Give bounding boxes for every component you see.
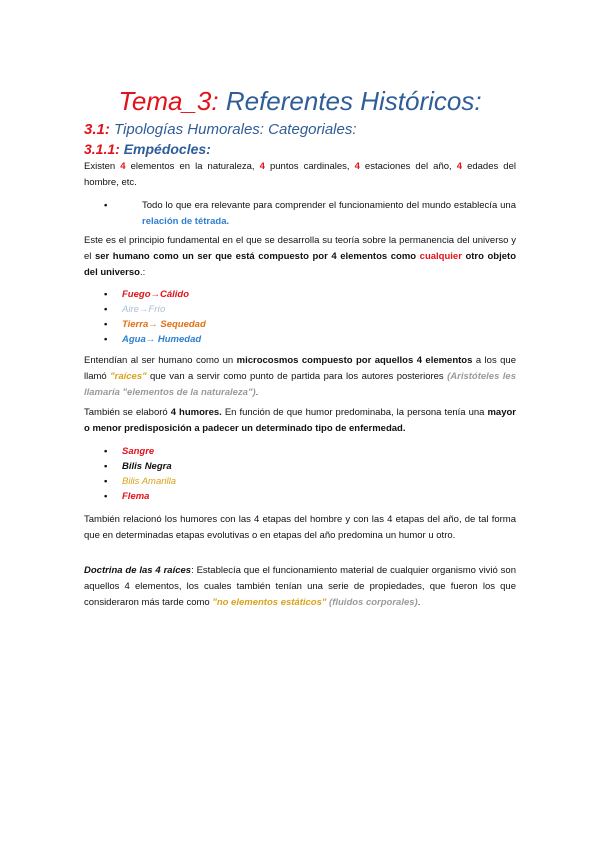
section-heading [84, 121, 357, 138]
section-number: 3.1: [84, 121, 110, 138]
paragraph-principle [84, 233, 516, 281]
doctrina-label: Doctrina de las 4 raíces [84, 565, 192, 576]
text-run: . [255, 387, 259, 398]
subsection-number: 3.1.1: [84, 141, 120, 157]
bold-run: microcosmos compuesto por aquellos 4 elementos [236, 355, 473, 366]
list-item-agua: • Agua→ Humedad [104, 332, 206, 347]
text-run: puntos cardinales, [264, 161, 355, 172]
list-item-fuego: • Fuego→Cálido [104, 287, 206, 302]
text-run: También relacionó los humores con las 4 etapas del hombre y con las 4 etapas del año, de tal forma que en determinadas etapas evolutivas o en etapas del año predomina un humor u otro. [84, 514, 516, 541]
paragraph-humores [84, 405, 516, 437]
no-elementos-highlight: "no elementos estáticos" [212, 597, 327, 608]
list-item-aire: • Aire→Frío [104, 302, 206, 317]
paragraph-microcosmos [84, 353, 516, 401]
bold-run: mayor o menor predisposición a padecer un determinado tipo de enfermedad. [84, 407, 516, 434]
text-run: También se elaboró [84, 407, 171, 418]
list-item-flema: • Flema [104, 489, 176, 504]
text-run: estaciones del año, [359, 161, 457, 172]
page-title [0, 86, 600, 116]
humors-list [104, 444, 176, 504]
number-highlight: 4 [120, 161, 126, 172]
text-run: que van a servir como punto de partida para los autores posteriores [146, 371, 448, 382]
bold-run: 4 humores. [170, 407, 222, 418]
text-run: a los que llamó [84, 355, 516, 382]
tetrada-highlight: relación de tétrada. [142, 216, 230, 227]
section-title: Tipologías Humorales: Categoriales: [109, 121, 357, 138]
text-run: En función de que humor predominaba, la persona tenía una [221, 407, 488, 418]
text-run: .: [139, 267, 146, 278]
number-highlight: 4 [456, 161, 463, 172]
bullet-dot-icon: • [104, 200, 108, 211]
raices-highlight: "raíces" [110, 371, 147, 382]
text-run: elementos en la naturaleza, [125, 161, 260, 172]
title-text: Referentes Históricos: [218, 86, 482, 116]
subsection-title: Empédocles: [119, 141, 211, 157]
bold-run: otro objeto del universo [84, 251, 516, 278]
paragraph-etapas [84, 512, 516, 544]
text-run: . [417, 597, 421, 608]
text-run: Este es el principio fundamental en el que se desarrolla su teoría sobre la permanencia del universo y el [84, 235, 516, 262]
paragraph-doctrina [84, 563, 516, 611]
list-item-bilis-negra: • Bilis Negra [104, 459, 176, 474]
text-run: Todo lo que era relevante para comprender el funcionamiento del mundo establecía una [142, 200, 516, 211]
subsection-heading [84, 141, 211, 157]
bold-run: ser humano como un ser que está compuesto por 4 elementos como [94, 251, 420, 262]
fluidos-note: (fluidos corporales) [329, 597, 418, 608]
list-item-bilis-amarilla: • Bilis Amarilla [104, 474, 176, 489]
title-prefix: Tema_3: [118, 86, 219, 116]
list-item-sangre: • Sangre [104, 444, 176, 459]
number-highlight: 4 [259, 161, 265, 172]
text-run: Existen [84, 161, 121, 172]
text-run: edades del hombre, etc. [84, 161, 516, 188]
number-highlight: 4 [354, 161, 360, 172]
text-run: Entendían al ser humano como un [84, 355, 237, 366]
bullet-item-tetrada [104, 198, 516, 230]
red-highlight: cualquier [419, 251, 462, 262]
bullet-text [142, 198, 516, 230]
elements-list [104, 287, 206, 347]
aristoteles-note: (Aristóteles les llamaría "elementos de la naturaleza") [84, 371, 516, 398]
paragraph-elements-intro [84, 159, 516, 191]
list-item-tierra: • Tierra→ Sequedad [104, 317, 206, 332]
text-run: : Establecía que el funcionamiento material de cualquier organismo vivió son aquellos 4 elementos, los cuales también tenían una serie de propiedades, que fueron los que consideraron más tarde como [84, 565, 517, 608]
